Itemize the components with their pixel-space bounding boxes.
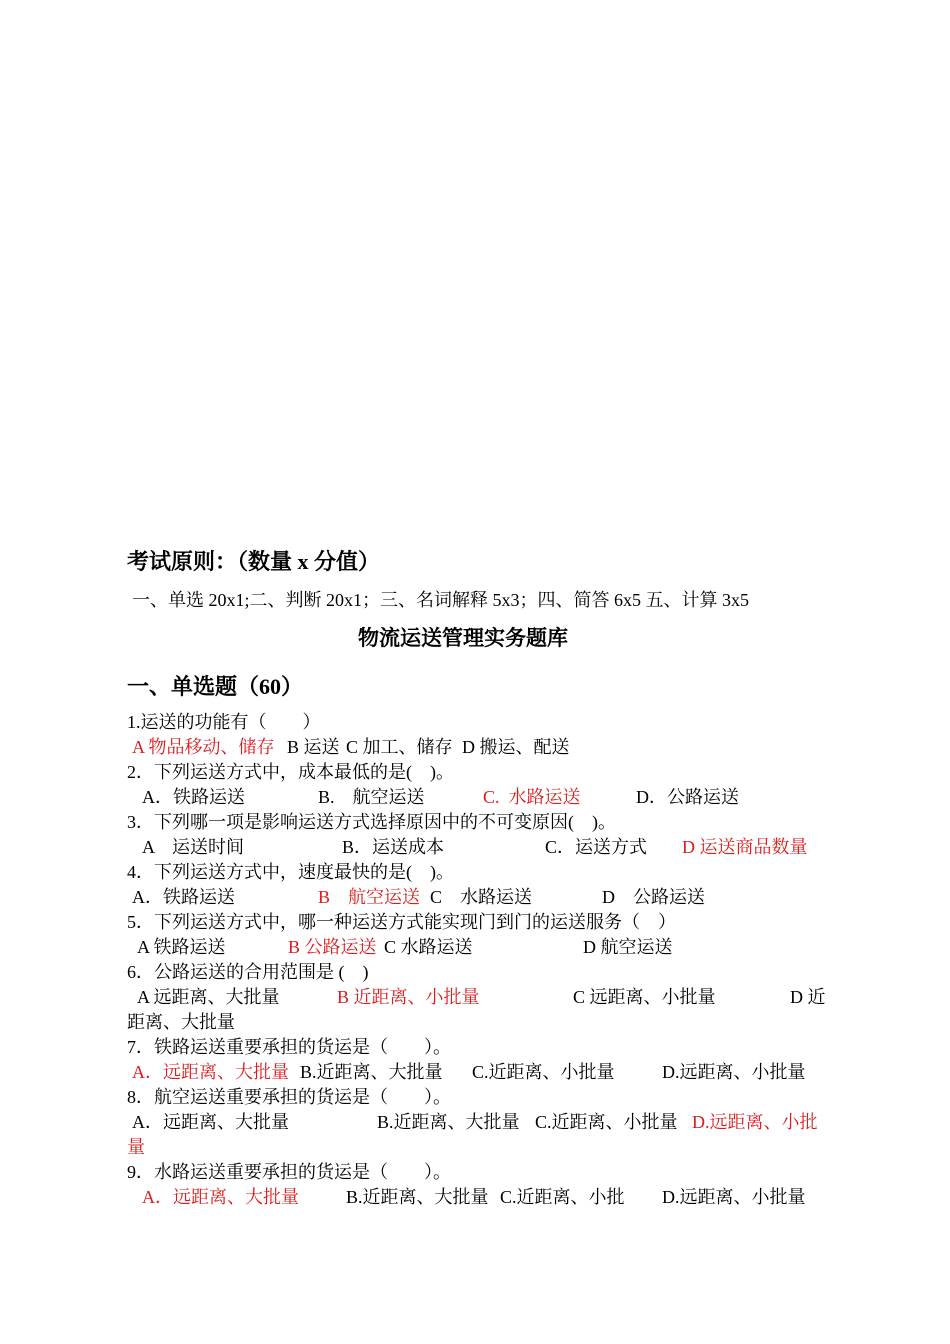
option-d: D.远距离、小批量 [662, 1187, 806, 1207]
option-b: B.近距离、大批量 [300, 1062, 443, 1082]
question-options [0, 735, 950, 759]
option-d: D 公路运送 [602, 887, 705, 907]
option-a: A 远距离、大批量 [137, 987, 280, 1007]
option-b-answer: B 航空运送 [318, 887, 421, 907]
question-options [0, 1185, 950, 1209]
question-stem: 5．下列运送方式中，哪一种运送方式能实现门到门的运送服务（ ） [127, 912, 676, 932]
question-options [0, 885, 950, 909]
option-d-answer: D 运送商品数量 [682, 837, 808, 857]
question-options [0, 935, 950, 959]
option-c-answer: C. 水路运送 [483, 787, 581, 807]
question-options [0, 1110, 950, 1134]
question-options [0, 1060, 950, 1084]
option-d-continued: 距离、大批量 [127, 1012, 235, 1032]
question-stem: 4．下列运送方式中，速度最快的是( )。 [127, 862, 454, 882]
question-stem: 3．下列哪一项是影响运送方式选择原因中的不可变原因( )。 [127, 812, 616, 832]
option-d: D 航空运送 [583, 937, 673, 957]
option-c: C．运送方式 [545, 837, 648, 857]
option-b: B. 航空运送 [318, 787, 425, 807]
option-a-answer: A．远距离、大批量 [132, 1062, 289, 1082]
option-b-answer: B 近距离、小批量 [337, 987, 480, 1007]
question-options [0, 785, 950, 809]
option-a: A．铁路运送 [132, 887, 235, 907]
question-stem: 6．公路运送的合用范围是 ( ) [127, 962, 369, 982]
option-d: D．公路运送 [636, 787, 739, 807]
question-stem: 7．铁路运送重要承担的货运是（ ）。 [127, 1037, 451, 1057]
option-c: C 水路运送 [430, 887, 533, 907]
option-a: A 运送时间 [142, 837, 245, 857]
option-a-answer: A 物品移动、储存 [132, 737, 275, 757]
option-c: C.近距离、小批 [500, 1187, 625, 1207]
option-d: D 搬运、配送 [462, 737, 570, 757]
option-b: B.近距离、大批量 [377, 1112, 520, 1132]
exam-breakdown: 一、单选 20x1;二、判断 20x1；三、名词解释 5x3；四、简答 6x5 五、计算 3x5 [132, 590, 749, 610]
question-stem: 1.运送的功能有（ ） [127, 712, 321, 732]
question-options [0, 835, 950, 859]
option-c: C 水路运送 [384, 937, 473, 957]
option-d: D 近 [790, 987, 826, 1007]
option-b: B 运送 [287, 737, 340, 757]
section-title: 一、单选题（60） [127, 674, 304, 699]
exam-principle-heading: 考试原则：（数量 x 分值） [127, 549, 381, 574]
question-stem: 2．下列运送方式中，成本最低的是( )。 [127, 762, 454, 782]
option-b: B．运送成本 [342, 837, 445, 857]
option-c: C 远距离、小批量 [573, 987, 716, 1007]
option-a-answer: A．远距离、大批量 [142, 1187, 299, 1207]
option-c: C 加工、储存 [346, 737, 453, 757]
option-b-answer: B 公路运送 [288, 937, 377, 957]
option-d: D.远距离、小批量 [662, 1062, 806, 1082]
option-a: A．铁路运送 [142, 787, 245, 807]
option-a: A．远距离、大批量 [132, 1112, 289, 1132]
question-stem: 9．水路运送重要承担的货运是（ ）。 [127, 1162, 451, 1182]
document-title: 物流运送管理实务题库 [358, 626, 568, 650]
question-stem: 8．航空运送重要承担的货运是（ ）。 [127, 1087, 451, 1107]
option-b: B.近距离、大批量 [346, 1187, 489, 1207]
question-options [0, 985, 950, 1009]
option-c: C.近距离、小批量 [535, 1112, 678, 1132]
option-d-answer-continued: 量 [127, 1137, 145, 1157]
option-a: A 铁路运送 [137, 937, 226, 957]
option-c: C.近距离、小批量 [472, 1062, 615, 1082]
option-d-answer: D.远距离、小批 [692, 1112, 818, 1132]
